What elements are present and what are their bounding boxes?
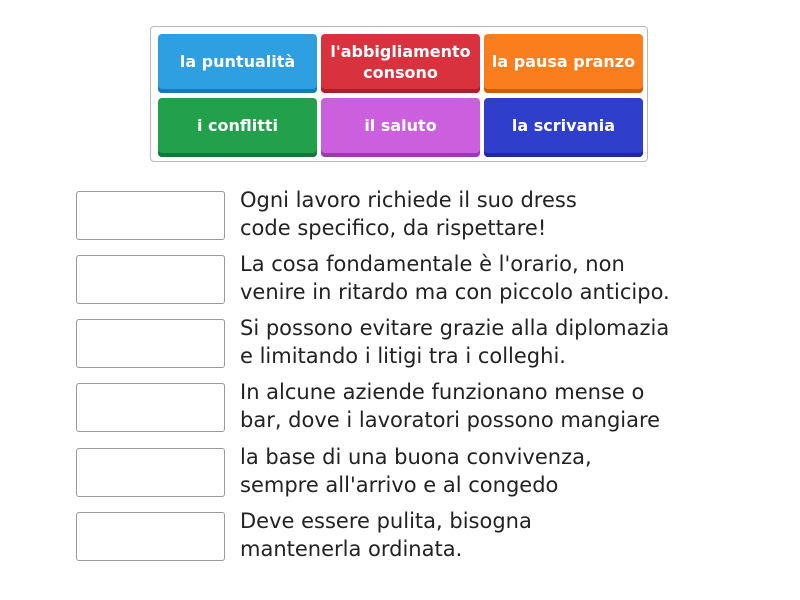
clue-text: Ogni lavoro richiede il suo dress code specifico, da rispettare! (240, 188, 577, 240)
answer-tile-label: la pausa pranzo (491, 52, 636, 71)
answer-tile-label: il saluto (364, 116, 437, 135)
clue-text: La cosa fondamentale è l'orario, non venire in ritardo ma con piccolo anticipo. (240, 252, 670, 304)
answer-tile-label: la scrivania (511, 116, 616, 135)
answer-tile-pausa-pranzo[interactable] (484, 34, 643, 93)
answer-drop-zone[interactable] (76, 383, 225, 432)
match-row (76, 507, 776, 563)
match-row (76, 378, 776, 434)
answer-tile-label: l'abbigliamento consono (330, 41, 471, 82)
clue-text: la base di una buona convivenza, sempre all'arrivo e al congedo (240, 445, 592, 497)
clue-text: Deve essere pulita, bisogna mantenerla ordinata. (240, 509, 532, 561)
answer-drop-zone[interactable] (76, 255, 225, 304)
answer-tile-puntualita[interactable] (158, 34, 317, 93)
match-row (76, 443, 776, 499)
answer-tile-scrivania[interactable] (484, 98, 643, 157)
answer-drop-zone[interactable] (76, 512, 225, 561)
answer-drop-zone[interactable] (76, 191, 225, 240)
clue-text: Si possono evitare grazie alla diplomazia e limitando i litigi tra i colleghi. (240, 316, 670, 368)
answer-tile-label: i conflitti (196, 116, 279, 135)
match-row (76, 186, 776, 242)
match-row (76, 314, 776, 370)
answer-drop-zone[interactable] (76, 319, 225, 368)
match-row (76, 250, 776, 306)
answer-tile-label: la puntualità (179, 52, 296, 71)
answer-tile-conflitti[interactable] (158, 98, 317, 157)
clue-text: In alcune aziende funzionano mense o bar, dove i lavoratori possono mangiare (240, 380, 661, 432)
answer-tile-saluto[interactable] (321, 98, 480, 157)
answer-tile-bank (150, 26, 648, 162)
answer-drop-zone[interactable] (76, 448, 225, 497)
answer-tile-abbigliamento[interactable] (321, 34, 480, 93)
